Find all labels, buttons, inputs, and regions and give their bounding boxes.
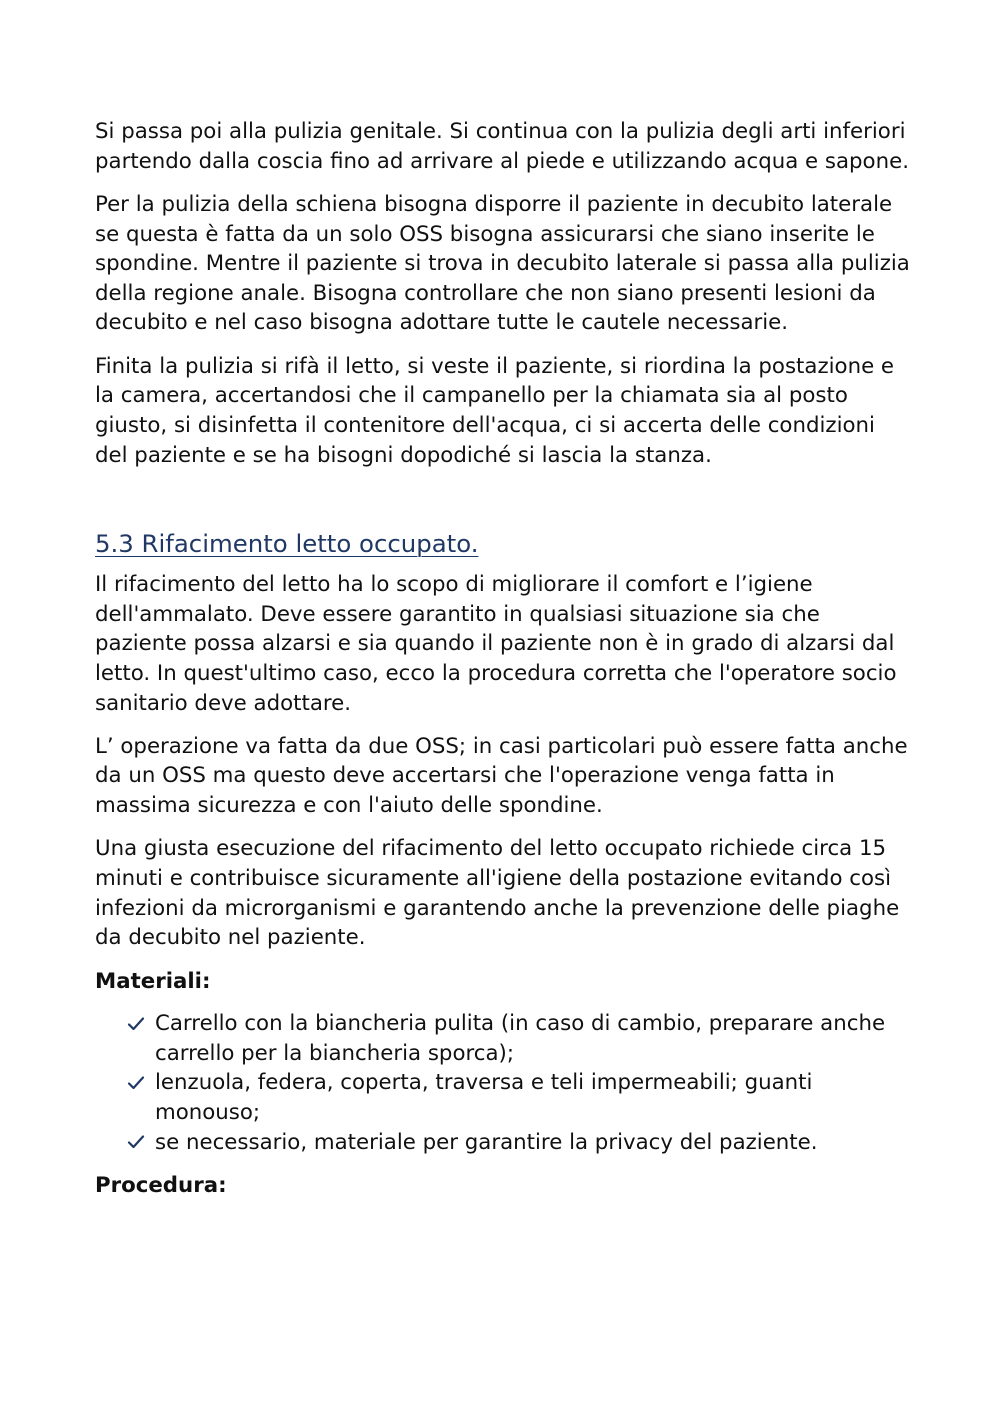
list-item (155, 1068, 910, 1127)
list-item (155, 1009, 910, 1068)
checkmark-icon (126, 1128, 146, 1158)
paragraph-back-cleaning: Per la pulizia della schiena bisogna disporre il paziente in decubito laterale se questa è fatta da un solo OSS bisogna assicurarsi che siano inserite le spondine. Mentre il paziente si trova in decubito laterale si passa alla pulizia della regione anale. Bisogna controllare che non siano presenti lesioni da decubito e nel caso bisogna adottare tutte le cautele necessarie. (95, 191, 910, 336)
material-text: se necessario, materiale per garantire la privacy del paziente. (155, 1129, 818, 1155)
materials-label: Materiali: (95, 968, 211, 994)
paragraph-finishing: Finita la pulizia si rifà il letto, si veste il paziente, si riordina la postazione e la camera, accertandosi che il campanello per la chiamata sia al posto giusto, si disinfetta il contenitore dell'acqua, ci si accerta delle condizioni del paziente e se ha bisogni dopodiché si lascia la stanza. (95, 353, 895, 468)
document-page (95, 117, 910, 1201)
checkmark-icon (126, 1009, 146, 1039)
material-text: Carrello con la biancheria pulita (in caso di cambio, preparare anche carrello per la biancheria sporca); (155, 1011, 886, 1066)
paragraph-genital-cleaning: Si passa poi alla pulizia genitale. Si continua con la pulizia degli arti inferiori partendo dalla coscia fino ad arrivare al piede e utilizzando acqua e sapone. (95, 119, 909, 174)
materials-list (95, 1009, 910, 1157)
checkmark-icon (126, 1068, 146, 1098)
paragraph-two-oss: L’ operazione va fatta da due OSS; in casi particolari può essere fatta anche da un OSS ma questo deve accertarsi che l'operazione venga fatta in massima sicurezza e con l'aiuto delle spondine. (95, 733, 908, 819)
paragraph-bed-purpose: Il rifacimento del letto ha lo scopo di migliorare il comfort e l’igiene dell'ammalato. Deve essere garantito in qualsiasi situazione sia che paziente possa alzarsi e sia quando il paziente non è in grado di alzarsi dal letto. In quest'ultimo caso, ecco la procedura corretta che l'operatore socio sanitario deve adottare. (95, 572, 897, 716)
list-item (155, 1128, 910, 1158)
procedure-label: Procedura: (95, 1173, 227, 1198)
paragraph-execution-time: Una giusta esecuzione del rifacimento del letto occupato richiede circa 15 minuti e contribuisce sicuramente all'igiene della postazione evitando così infezioni da microrganismi e garantendo anche la prevenzione delle piaghe da decubito nel paziente. (95, 836, 900, 951)
section-heading: 5.3 Rifacimento letto occupato. (95, 529, 479, 559)
material-text: lenzuola, federa, coperta, traversa e teli impermeabili; guanti monouso; (155, 1070, 813, 1126)
